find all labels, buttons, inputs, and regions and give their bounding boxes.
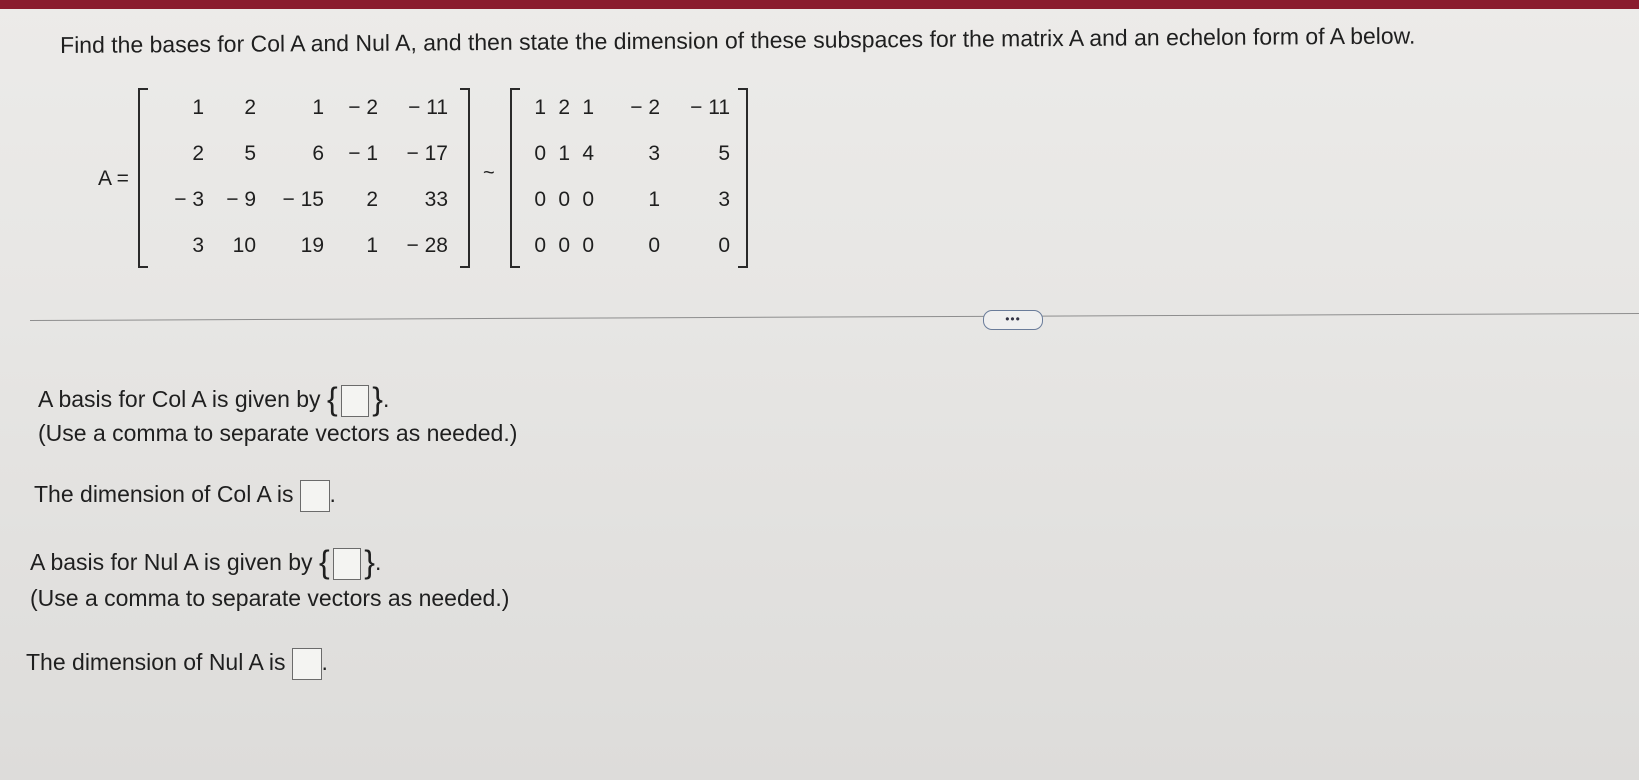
matrix-cell: − 17 [406,142,448,165]
more-options-button[interactable]: ••• [983,310,1043,330]
col-basis-input[interactable] [327,382,383,420]
matrix-cell: 1 [366,234,378,257]
matrix-cell: 19 [300,234,324,257]
matrix-cell: 1 [312,96,324,119]
nul-basis-label: A basis for Nul A is given by [30,549,313,576]
period: . [374,549,382,576]
matrix-a [138,82,470,270]
col-dim-line [34,480,336,512]
nul-basis-hint: (Use a comma to separate vectors as needed.) [30,585,510,611]
matrix-cell: 2 [366,188,378,211]
bracket-right [460,88,470,268]
matrix-cell: 0 [648,234,660,257]
matrix-cell: 2 [558,96,570,119]
matrix-cell: − 1 [348,142,378,165]
matrix-cell: − 15 [282,188,324,211]
matrix-equation [98,82,778,282]
matrix-cell: 0 [558,234,570,257]
col-basis-answer-box[interactable] [341,385,369,417]
col-dim-label: The dimension of Col A is [34,481,294,508]
nul-basis-line [30,545,381,583]
matrix-cell: − 11 [690,96,730,119]
matrix-cell: 33 [424,188,448,211]
equivalence-symbol: ~ [483,162,495,184]
matrix-cell: 0 [534,234,546,257]
matrix-cell: 2 [192,142,204,165]
question-text: Find the bases for Col A and Nul A, and then state the dimension of these subspaces for the matrix A and an echelon form of A below. [60,22,1416,58]
matrix-cell: 0 [534,142,546,165]
left-brace: { [318,544,330,580]
col-basis-hint: (Use a comma to separate vectors as needed.) [38,420,518,446]
matrix-cell: − 2 [630,96,660,119]
bracket-right [738,88,748,268]
matrix-cell: 3 [648,142,660,165]
matrix-cell: − 3 [174,188,204,211]
right-brace: } [364,544,375,580]
matrix-cell: 3 [718,188,730,211]
matrix-cell: 5 [244,142,256,165]
nul-basis-input[interactable] [319,545,375,583]
nul-dim-line [26,648,328,680]
matrix-cell: 6 [312,142,324,165]
matrix-cell: 2 [244,96,256,119]
col-dim-answer-box[interactable] [300,480,330,512]
col-basis-label: A basis for Col A is given by [38,386,321,413]
matrix-cell: 0 [558,188,570,211]
divider [30,313,1639,321]
right-brace: } [372,381,383,417]
period: . [329,481,336,508]
nul-basis-answer-box[interactable] [333,548,361,580]
matrix-cell: 0 [582,188,594,211]
period: . [321,649,328,676]
matrix-cell: 1 [648,188,660,211]
matrix-cell: − 11 [408,96,448,119]
top-bar [0,0,1639,9]
nul-dim-answer-box[interactable] [292,648,322,680]
matrix-cell: 0 [582,234,594,257]
matrix-cell: 3 [192,234,204,257]
left-brace: { [326,381,338,417]
matrix-cell: 5 [718,142,730,165]
matrix-cell: − 2 [348,96,378,119]
matrix-cell: − 28 [406,234,448,257]
matrix-cell: 1 [558,142,570,165]
period: . [382,386,390,413]
nul-dim-label: The dimension of Nul A is [26,649,286,676]
matrix-cell: 1 [582,96,594,119]
matrix-cell: 0 [534,188,546,211]
matrix-cell: 1 [534,96,546,119]
matrix-label: A = [98,167,129,190]
matrix-cell: 1 [192,96,204,119]
col-basis-line [38,382,389,420]
matrix-cell: 0 [718,234,730,257]
matrix-cell: 4 [582,142,594,165]
matrix-cell: − 9 [226,188,256,211]
matrix-echelon [510,82,748,270]
matrix-cell: 10 [232,234,256,257]
bracket-left [138,88,148,268]
